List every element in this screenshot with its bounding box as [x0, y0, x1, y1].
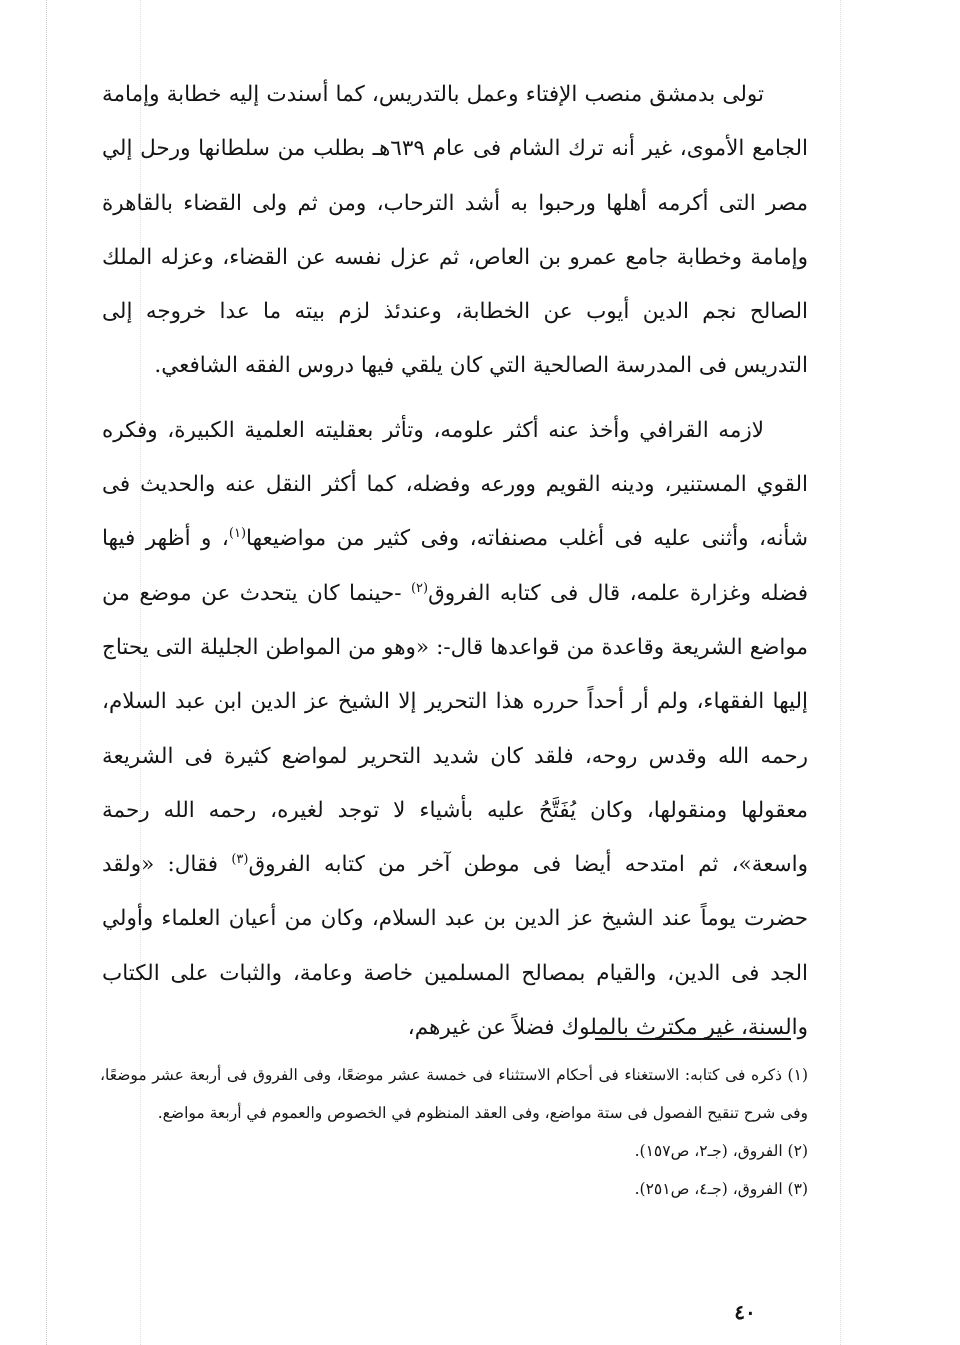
- footnote-ref-1: (١): [228, 526, 247, 542]
- scan-artifact-line: [46, 0, 47, 1345]
- paragraph-2-part-3: -حينما كان يتحدث عن موضع من مواضع الشريعة وقاعدة من قواعدها قال-: «وهو من المواطن الجليلة التى يحتاج إليها الفقهاء، ولم أر أحداً حرره هذا التحرير إلا الشيخ عز الدين ابن عبد السلام، رحمه الله وقدس روحه، فلقد كان شديد التحرير لمواضع كثيرة فى الشريعة معقولها ومنقولها، وكان يُفَتَّحُ عليه بأشياء لا توجد لغيره، رحمه الله رحمة واسعة»، ثم امتدحه أيضا فى موطن آخر من كتابه الفروق: [102, 580, 808, 878]
- footnote-3: (٣) الفروق، (جـ٤، ص٢٥١).: [634, 1180, 808, 1198]
- paragraph-2-part-1: لازمه القرافي وأخذ عنه أكثر علومه، وتأثر بعقليته العلمية الكبيرة، وفكره القوي المستنير، ودينه القويم وورعه وفضله، كما أكثر النقل عنه والحديث فى شأنه، وأثنى عليه فى أغلب مصنفاته، وفى كثير من مواضيعها: [102, 417, 808, 552]
- footnote-1: (١) ذكره فى كتابه: الاستغناء فى أحكام الاستثناء فى خمسة عشر موضعًا، وفى الفروق فى أربعة عشر موضعًا، وفى شرح تنقيح الفصول فى ستة مواضع، وفى العقد المنظوم في الخصوص والعموم في أربعة مواضع.: [100, 1066, 808, 1122]
- main-text: [102, 68, 808, 1055]
- paragraph-1: تولى بدمشق منصب الإفتاء وعمل بالتدريس، كما أسندت إليه خطابة وإمامة الجامع الأموى، غير أنه ترك الشام فى عام ٦٣٩هـ بطلب من سلطانها ورحل إلي مصر التى أكرمه أهلها ورحبوا به أشد الترحاب، ومن ثم ولى القضاء بالقاهرة وإمامة وخطابة جامع عمرو بن العاص، ثم عزل نفسه عن القضاء، وعزله الملك الصالح نجم الدين أيوب عن الخطابة، وعندئذ لزم بيته ما عدا خروجه إلى التدريس فى المدرسة الصالحية التي كان يلقي فيها دروس الفقه الشافعي.: [102, 82, 808, 379]
- footnote-ref-3: (٣): [231, 852, 249, 867]
- scan-artifact-line: [840, 0, 841, 1345]
- footnote-2: (٢) الفروق، (جـ٢، ص١٥٧).: [634, 1142, 808, 1160]
- footnotes: [100, 1056, 808, 1208]
- footnote-separator: [595, 1038, 791, 1040]
- paragraph-2: [102, 404, 808, 1056]
- footnote-ref-2: (٢): [410, 580, 429, 596]
- page-number: ٤٠: [734, 1300, 756, 1324]
- paragraph-2-part-2: ، و أظهر فيها فضله وغزارة علمه، قال فى كتابه الفروق: [102, 526, 808, 606]
- paragraph-2-part-4: فقال: «ولقد حضرت يوماً عند الشيخ عز الدين بن عبد السلام، وكان من أعيان العلماء وأولي الجد فى الدين، والقيام بمصالح المسلمين خاصة وعامة، والثبات على الكتاب والسنة، غير مكترث بالملوك فضلاً عن غيرهم،: [102, 852, 808, 1041]
